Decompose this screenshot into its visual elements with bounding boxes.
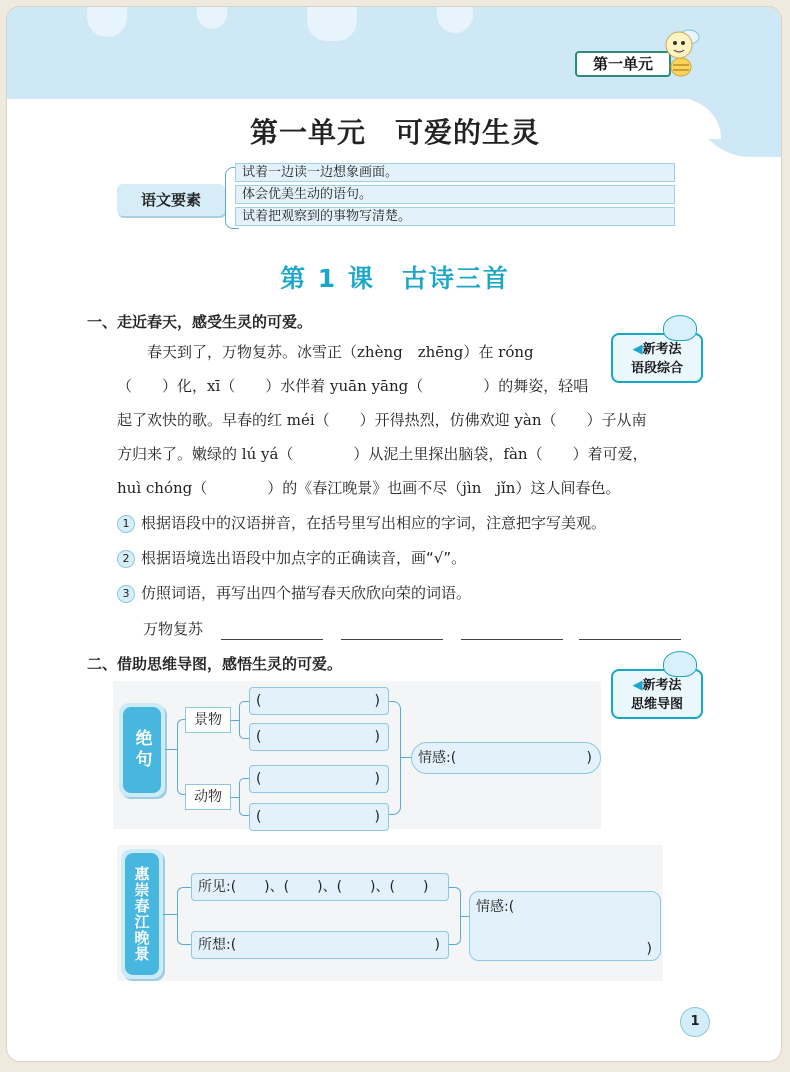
passage-line[interactable]: 春天到了，万物复苏。冰雪正（zhèng zhēng）在 róng <box>117 343 534 361</box>
requirement-item: 试着把观察到的事物写清楚。 <box>235 207 675 226</box>
connector <box>239 778 249 816</box>
connector <box>231 797 239 798</box>
feeling-box[interactable]: 情感:( ) <box>469 891 661 961</box>
section1-title: 一、走近春天，感受生灵的可爱。 <box>87 313 313 331</box>
section2-title: 二、借助思维导图，感悟生灵的可爱。 <box>87 655 343 673</box>
arrow-left-icon: ◀ <box>632 678 643 693</box>
mindmap-1-root: 绝句 <box>119 703 165 797</box>
question-2 <box>117 547 466 568</box>
connector <box>449 887 461 945</box>
lesson-title: 第 1 课 古诗三首 <box>280 264 510 293</box>
question-1 <box>117 512 606 533</box>
answer-blank[interactable] <box>579 639 681 640</box>
unit-badge: 第一单元 <box>575 51 671 77</box>
tag-line: 新考法 <box>642 678 682 693</box>
requirement-item: 试着一边读一边想象画面。 <box>235 163 675 182</box>
tag-line: 语段综合 <box>630 361 683 376</box>
bee-mascot-icon <box>659 23 707 79</box>
question-text: 仿照词语，再写出四个描写春天欣欣向荣的词语。 <box>141 584 472 602</box>
question-number: 2 <box>117 550 135 568</box>
connector <box>401 757 411 758</box>
connector <box>389 701 401 815</box>
answer-box[interactable]: ( ) <box>249 687 389 715</box>
passage-line[interactable]: 方归来了。嫩绿的 lú yá（ ）从泥土里探出脑袋，fàn（ ）着可爱， <box>117 445 648 463</box>
answer-box[interactable]: ( ) <box>249 723 389 751</box>
seen-box[interactable]: 所见:( )、( )、( )、( ) <box>191 873 449 901</box>
connector <box>461 916 469 917</box>
connector <box>231 720 239 721</box>
passage <box>117 335 707 505</box>
connector <box>163 914 177 915</box>
question-number: 1 <box>117 515 135 533</box>
page-title: 第一单元 可爱的生灵 <box>249 116 540 149</box>
workbook-page <box>6 6 782 1062</box>
cat-mascot-icon <box>663 651 697 677</box>
requirement-item: 体会优美生动的语句。 <box>235 185 675 204</box>
mindmap-2-root: 惠崇春江晚景 <box>121 849 163 979</box>
passage-line[interactable]: huì chóng（ ）的《春江晚景》也画不尽（jìn jǐn）这人间春色。 <box>117 479 621 497</box>
passage-line[interactable]: （ ）化，xī（ ）水伴着 yuān yāng（ ）的舞姿，轻唱 <box>117 377 589 395</box>
answer-box[interactable]: ( ) <box>249 765 389 793</box>
answer-blank[interactable] <box>341 639 443 640</box>
thought-box[interactable]: 所想:( ) <box>191 931 449 959</box>
branch-animals: 动物 <box>185 784 231 810</box>
arrow-left-icon: ◀ <box>632 342 643 357</box>
tag-line: 思维导图 <box>630 697 683 712</box>
feeling-box[interactable]: 情感:( ) <box>411 742 601 774</box>
branch-scenery: 景物 <box>185 707 231 733</box>
answer-blank[interactable] <box>461 639 563 640</box>
example-word: 万物复苏 <box>143 620 204 638</box>
question-text: 根据语境选出语段中加点字的正确读音，画“√”。 <box>141 549 467 567</box>
passage-line[interactable]: 起了欢快的歌。早春的红 méi（ ）开得热烈，仿佛欢迎 yàn（ ）子从南 <box>117 411 647 429</box>
question-text: 根据语段中的汉语拼音，在括号里写出相应的字词，注意把字写美观。 <box>141 514 607 532</box>
question-3 <box>117 582 471 603</box>
page-number: 1 <box>680 1007 710 1037</box>
answer-blank[interactable] <box>221 639 323 640</box>
connector <box>177 887 191 945</box>
answer-box[interactable]: ( ) <box>249 803 389 831</box>
question-number: 3 <box>117 585 135 603</box>
connector <box>239 701 249 739</box>
requirements-label: 语文要素 <box>117 184 225 216</box>
header-drip <box>307 7 357 41</box>
new-method-tag <box>611 669 703 719</box>
connector <box>165 749 177 750</box>
tag-line: 新考法 <box>642 342 682 357</box>
